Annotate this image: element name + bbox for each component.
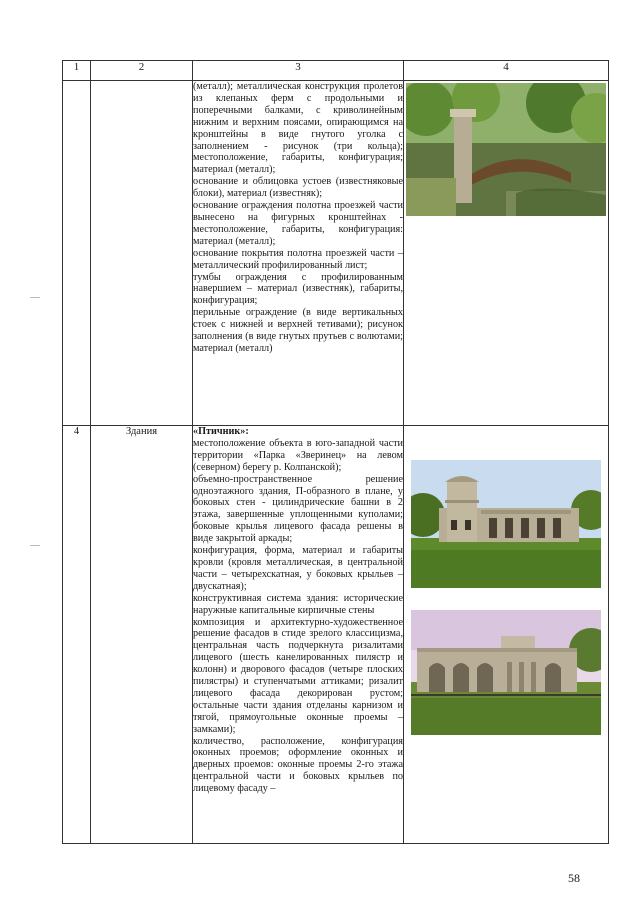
object-type-cell: Здания [91,426,193,844]
description-line: основание и облицовка устоев (известняковые блоки), материал (известняк); [193,176,403,200]
description-line: перильные ограждение (в виде вертикальных стоек с нижней и верхней тетивами); рисунок заполнения (в виде гнутых прутьев с волютами; материал (металл) [193,307,403,354]
object-title: «Птичник»: [193,426,249,437]
description-line: конструктивная система здания: исторические наружные капитальные кирпичные стены [193,592,403,616]
photo-cell [404,426,609,844]
description-line: композиция и архитектурно-художественное решение фасадов в стиде зрелого классицизма, центральная часть подчеркнута ризалитами лицевого (шесть канелированных пилястр и колонн) и дворового фасадов (четыре плоских пилястры) и ступенчатыми аттиками; ризалит лицевого фасада декорирован рустом; остальные части здания отделаны карнизом и тягой, прямоугольные оконные проемы – замками); [193,616,403,735]
header-col-4: 4 [404,61,609,81]
row-number-cell [63,81,91,426]
object-type-cell [91,81,193,426]
description-cell [193,426,404,844]
table-row-continued [63,81,609,426]
header-col-1: 1 [63,61,91,81]
page-number: 58 [568,871,580,885]
description-line: местоположение объекта в юго-западной части территории «Парка «Зверинец» на левом (северном) берегу р. Колпанской); [193,437,403,473]
table-row-building [63,426,609,844]
description-line: (металл); металлическая конструкция пролетов из клепаных ферм с продольными и поперечными балками, с криволинейным нижним и верхним поясами, опирающимся на кронштейны в виде гнутого уголка с заполнением - рисунок (три кольца); местоположение, габариты, конфигурация; материал (металл); [193,81,403,176]
description-line: тумбы ограждения с профилированным навершием – материал (известняк), габариты, конфигурация; [193,271,403,307]
photo-cell [404,81,609,426]
scan-margin-mark [30,545,40,546]
header-col-3: 3 [193,61,404,81]
description-line: объемно-пространственное решение одноэтажного здания, П-образного в плане, у боковых стен - цилиндрические башни в 2 этажа, завершенные уплощенными куполами; боковые крылья лицевого фасада решены в виде закрытой аркады; [193,473,403,545]
header-col-2: 2 [91,61,193,81]
bridge-photo [406,83,606,216]
description-cell [193,81,404,426]
heritage-register-table [62,60,609,844]
arcade-photo [411,610,601,735]
header-row [63,61,609,81]
description-line: основание ограждения полотна проезжей части вынесено на фигурных кронштейнах - местоположение, габариты, конфигурация: материал (металл); [193,200,403,247]
description-line: конфигурация, форма, материал и габариты кровли (кровля металлическая, в центральной части – четырехскатная, у боковых крыльев – двускатная); [193,545,403,592]
scan-margin-mark [30,297,40,298]
description-line: основание покрытия полотна проезжей части – металлический профилированный лист; [193,247,403,271]
pavilion-photo [411,460,601,588]
row-number-cell: 4 [63,426,91,844]
description-line: количество, расположение, конфигурация оконных проемов; оформление оконных и дверных проемов: оконные проемы 2-го этажа центральной части и боковых крыльев по лицевому фасаду – [193,735,403,795]
